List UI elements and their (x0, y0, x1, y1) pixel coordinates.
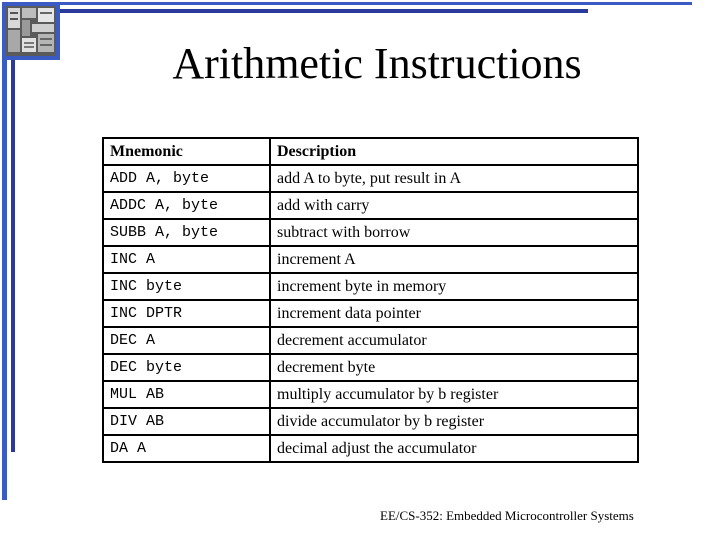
mnemonic-cell: ADD A, byte (103, 165, 270, 192)
mnemonic-cell: DIV AB (103, 408, 270, 435)
table-row (103, 246, 638, 273)
mnemonic-cell: DEC byte (103, 354, 270, 381)
mnemonic-cell: DEC A (103, 327, 270, 354)
description-cell: increment data pointer (270, 300, 638, 327)
table-row (103, 408, 638, 435)
description-cell: decrement accumulator (270, 327, 638, 354)
mnemonic-cell: SUBB A, byte (103, 219, 270, 246)
table-row (103, 165, 638, 192)
description-cell: increment byte in memory (270, 273, 638, 300)
table-row (103, 435, 638, 462)
column-header-description: Description (270, 138, 638, 165)
mnemonic-cell: MUL AB (103, 381, 270, 408)
mnemonic-cell: INC A (103, 246, 270, 273)
instruction-table (102, 137, 639, 463)
mnemonic-cell: DA A (103, 435, 270, 462)
table-row (103, 300, 638, 327)
mnemonic-cell: INC DPTR (103, 300, 270, 327)
description-cell: add with carry (270, 192, 638, 219)
mnemonic-cell: INC byte (103, 273, 270, 300)
description-cell: multiply accumulator by b register (270, 381, 638, 408)
table-row (103, 381, 638, 408)
top-accent-bar (60, 2, 692, 5)
description-cell: add A to byte, put result in A (270, 165, 638, 192)
left-inner-bar (11, 60, 15, 452)
table-row (103, 219, 638, 246)
top-inner-bar (60, 9, 588, 13)
description-cell: subtract with borrow (270, 219, 638, 246)
table-row (103, 354, 638, 381)
table-row (103, 273, 638, 300)
instruction-table-wrapper (102, 137, 637, 489)
column-header-mnemonic: Mnemonic (103, 138, 270, 165)
table-row (103, 327, 638, 354)
description-cell: divide accumulator by b register (270, 408, 638, 435)
description-cell: increment A (270, 246, 638, 273)
mnemonic-cell: ADDC A, byte (103, 192, 270, 219)
description-cell: decrement byte (270, 354, 638, 381)
slide-title: Arithmetic Instructions (172, 39, 582, 88)
table-header-row (103, 138, 638, 165)
description-cell: decimal adjust the accumulator (270, 435, 638, 462)
slide-footer: EE/CS-352: Embedded Microcontroller Systems (380, 508, 634, 523)
left-accent-bar (2, 60, 7, 500)
table-row (103, 192, 638, 219)
